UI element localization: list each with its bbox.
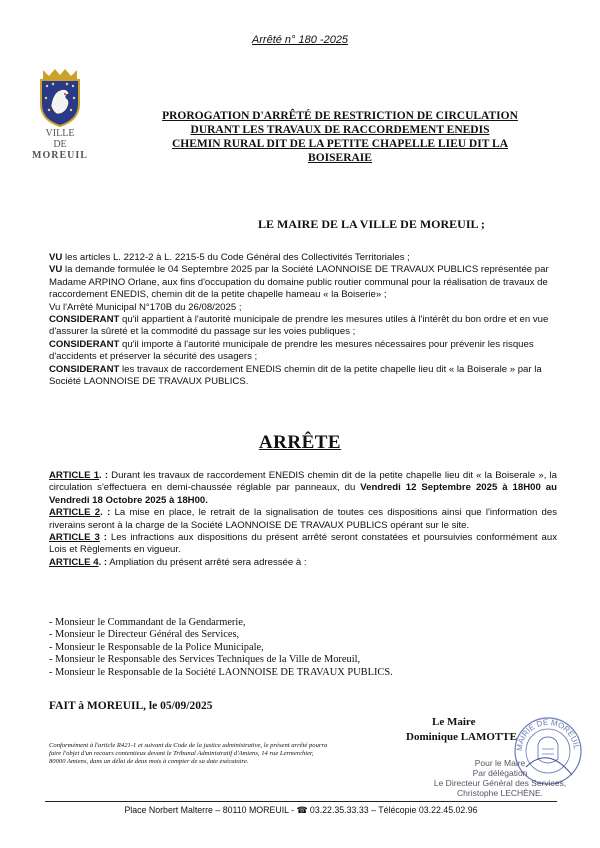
title-line: PROROGATION D'ARRÊTÉ DE RESTRICTION DE CIRCULATION [162, 110, 518, 122]
visa-paragraph [49, 252, 557, 264]
article-1 [49, 470, 557, 507]
recipient-item: - Monsieur le Responsable de la Police Municipale, [49, 641, 264, 653]
delegation-line: Par délégation [472, 768, 528, 778]
visa-label: VU [49, 264, 63, 276]
considerant-label: CONSIDERANT [49, 363, 120, 375]
title-line: BOISERAIE [308, 152, 372, 164]
coat-of-arms-icon [37, 68, 83, 128]
article-label: ARTICLE 2 [49, 507, 101, 519]
signature-name: Dominique LAMOTTE [406, 731, 517, 743]
considerant-paragraph [49, 364, 557, 389]
considerant-label: CONSIDERANT [49, 314, 120, 326]
visa-text: la demande formulée le 04 Septembre 2025 par la Société LAONNOISE DE TRAVAUX PUBLICS représentée par Madame ARPINO Orlane, aux fins d'occupation du domaine public routier communal pour la réalisation de travaux de raccordement ENEDIS, chemin dit de la petite chapelle hameau « la Boiserie» ; [49, 264, 549, 301]
fait-line: FAIT à MOREUIL, le 05/09/2025 [49, 700, 213, 712]
considerant-text: les travaux de raccordement ENEDIS chemin dit de la petite chapelle lieu dit « la Boiserale » par la Société LAONNOISE DE TRAVAUX PUBLICS. [49, 363, 542, 388]
considerant-label: CONSIDERANT [49, 338, 120, 350]
town-label-line1: VILLE [45, 128, 75, 139]
footer-address: Place Norbert Malterre – 80110 MOREUIL - ☎ 03.22.35.33.33 – Télécopie 03.22.45.02.96 [124, 805, 478, 815]
signature-title: Le Maire [432, 716, 476, 728]
article-label: ARTICLE 1 [49, 470, 100, 481]
title-line: CHEMIN RURAL DIT DE LA PETITE CHAPELLE LIEU DIT LA [171, 138, 509, 150]
delegation-line: Christophe LECHÈNE. [457, 788, 543, 798]
visas-section [49, 252, 557, 388]
visa-label: VU [49, 252, 63, 263]
town-label-line3: MOREUIL [32, 150, 88, 161]
article-sep: . : [100, 507, 111, 519]
article-sep: . : [99, 470, 109, 481]
visa-text: les articles L. 2212-2 à L. 2215-5 du Code Général des Collectivités Territoriales ; [62, 252, 410, 263]
considerant-text: qu'il importe à l'autorité municipale de prendre les mesures nécessaires pour prévenir les risques d'accidents et préserver la sécurité des usagers ; [49, 338, 534, 363]
recipient-item: - Monsieur le Commandant de la Gendarmerie, [49, 617, 246, 628]
considerant-paragraph [49, 314, 557, 339]
delegation-line: Le Directeur Général des Services, [433, 778, 567, 788]
seal-text: MAIRIE DE MOREUIL [514, 717, 581, 752]
recipient-item: - Monsieur le Directeur Général des Services, [49, 629, 240, 641]
svg-text:MAIRIE DE MOREUIL [515, 718, 581, 751]
article-text: Les infractions aux dispositions du présent arrêté seront constatées et poursuivies conformément aux Lois et Règlements en vigueur. [49, 532, 557, 556]
article-sep: : [99, 532, 107, 544]
article-text: La mise en place, le retrait de la signalisation de toutes ces dispositions ainsi que l'information des riverains seront à la charge de la Société LAONNOISE DE TRAVAUX PUBLICS opérant sur le site. [49, 507, 557, 531]
title-line: DURANT LES TRAVAUX DE RACCORDEMENT ENEDIS [190, 124, 490, 136]
delegation-line: Pour le Maire [474, 758, 526, 768]
article-label: ARTICLE 3 [49, 532, 100, 544]
article-text: Ampliation du présent arrêté sera adressée à : [107, 556, 307, 568]
considerant-paragraph [49, 339, 557, 364]
articles-section [49, 470, 557, 569]
article-2 [49, 507, 557, 532]
town-logo [30, 68, 90, 161]
article-label: ARTICLE 4 [49, 556, 99, 568]
footer-divider [45, 801, 557, 802]
article-text: Durant les travaux de raccordement ENEDIS chemin dit de la petite chapelle lieu dit « la Boiserale », la circulation s'effectuera en demi-chaussée réglable par panneaux, du [49, 470, 557, 494]
recipient-item: - Monsieur le Responsable des Services Techniques de la Ville de Moreuil, [49, 654, 361, 666]
delegation-block [430, 758, 570, 798]
article-sep: . : [98, 556, 108, 568]
recipient-item: - Monsieur le Responsable de la Société LAONNOISE DE TRAVAUX PUBLICS. [49, 666, 393, 678]
article-3 [49, 532, 557, 557]
town-label-line2: DE [53, 139, 67, 150]
legal-notice: Conformément à l'article R421-1 et suivant du Code de la justice administrative, le présent arrêté pourra faire l'objet d'un recours contentieux devant le Tribunal Administratif d'Amiens, 14 rue Lermerchier, 80000 Amiens, dans un délai de deux mois à compter de sa date exécutoire. [49, 742, 328, 766]
maire-heading: LE MAIRE DE LA VILLE DE MOREUIL ; [258, 217, 485, 231]
visa-paragraph [49, 264, 557, 301]
considerant-text: qu'il appartient à l'autorité municipale de prendre les mesures utiles à l'intérêt du bon ordre et en vue d'assurer la sûreté et la commodité du passage sur les voies publiques ; [49, 314, 549, 338]
document-title [140, 109, 540, 165]
arrete-heading: ARRÊTE [258, 432, 342, 453]
recipients-list [49, 617, 393, 679]
arrete-number: Arrêté n° 180 -2025 [251, 34, 349, 46]
visa-paragraph: Vu l'Arrêté Municipal N°170B du 26/08/2025 ; [49, 301, 242, 313]
article-4 [49, 557, 557, 569]
article-dates: Vendredi 12 Septembre 2025 à 18H00 au Vendredi 18 Octobre 2025 à 18H00. [49, 482, 557, 506]
